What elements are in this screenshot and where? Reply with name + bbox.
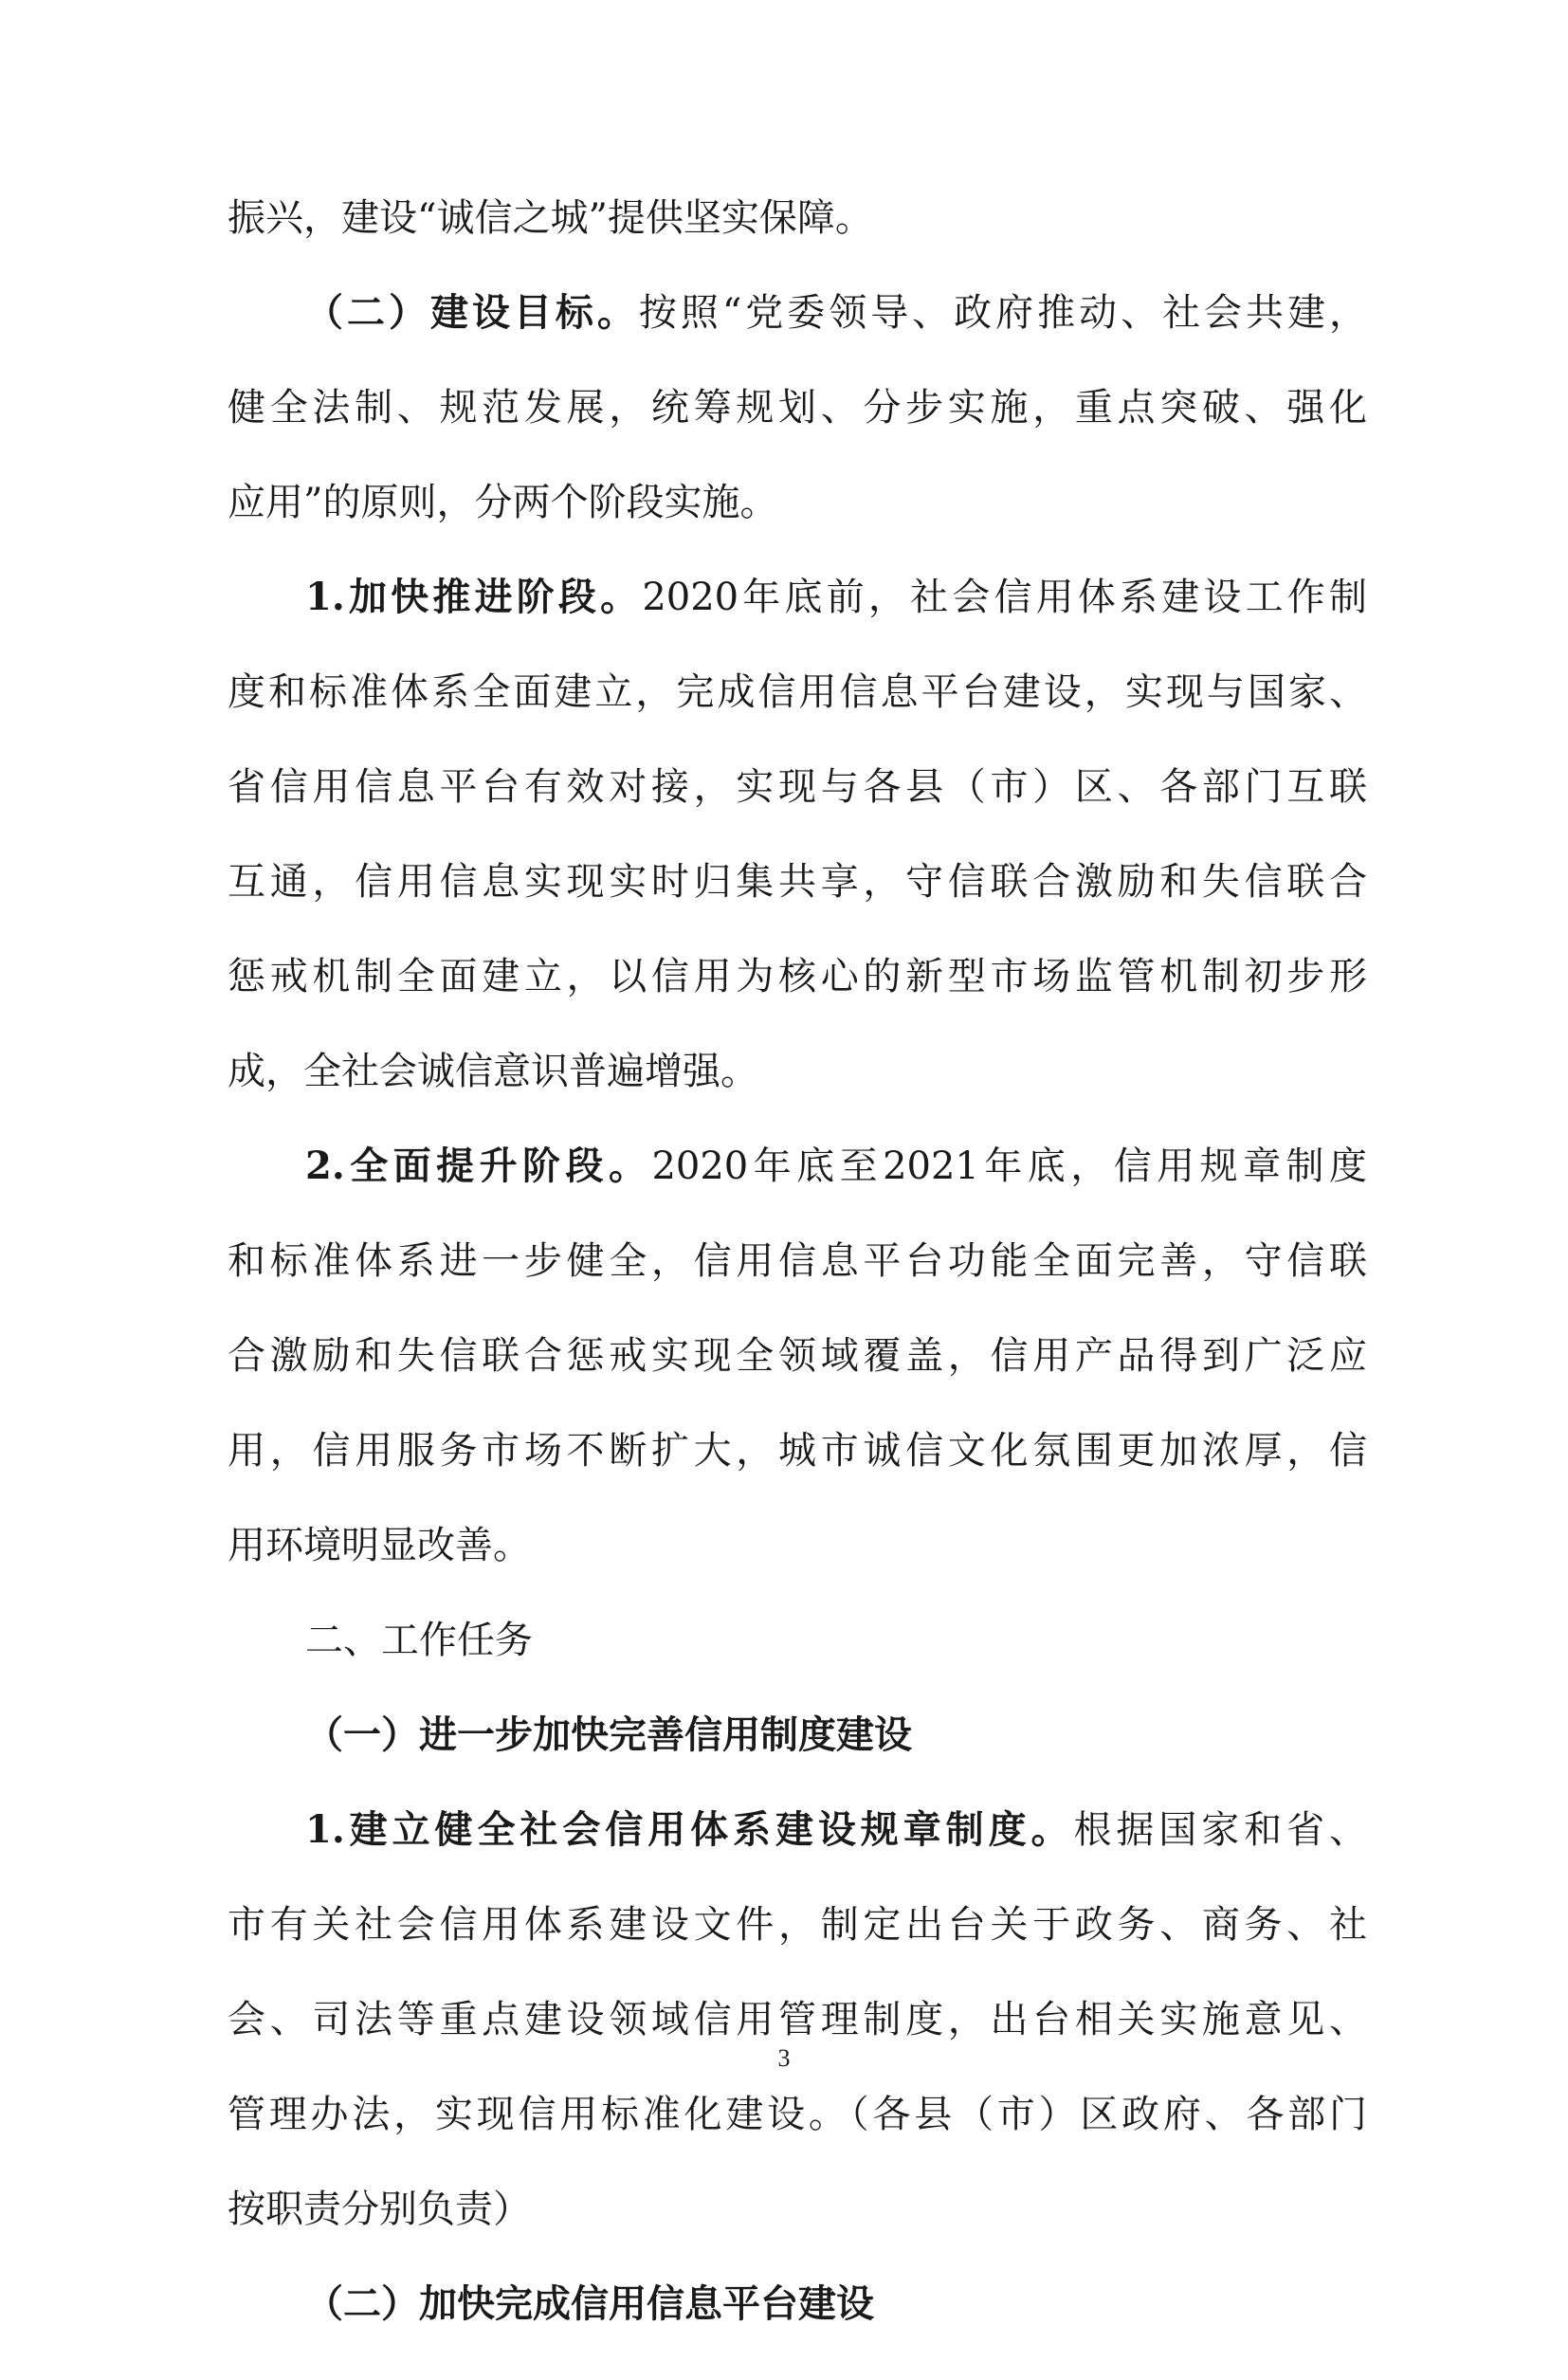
line-text: 2020年底前，社会信用体系建设工作制 xyxy=(642,576,1368,619)
line-text: 按照“党委领导、政府推动、社会共建， xyxy=(638,291,1367,335)
line-text: 市有关社会信用体系建设文件，制定出台关于政务、商务、社 xyxy=(228,1903,1367,1947)
text-line xyxy=(228,1334,1367,1378)
bold-lead: （二）加快完成信用信息平台建设 xyxy=(305,2281,874,2326)
text-line xyxy=(228,2093,1367,2136)
text-line xyxy=(228,481,1367,524)
line-text: 会、司法等重点建设领域信用管理制度，出台相关实施意见、 xyxy=(228,1998,1367,2041)
bold-lead: （一）进一步加快完善信用制度建设 xyxy=(305,1712,912,1757)
page-number: 3 xyxy=(777,2044,791,2072)
text-line xyxy=(228,1807,1367,1852)
text-line xyxy=(228,1239,1367,1283)
bold-lead: 1.建立健全社会信用体系建设规章制度。 xyxy=(305,1807,1074,1852)
text-line xyxy=(228,1998,1367,2041)
text-line xyxy=(228,860,1367,904)
line-text: 振兴，建设“诚信之城”提供坚实保障。 xyxy=(228,196,873,240)
line-text: 惩戒机制全面建立，以信用为核心的新型市场监管机制初步形 xyxy=(228,955,1367,998)
line-text: 和标准体系进一步健全，信用信息平台功能全面完善，守信联 xyxy=(228,1239,1367,1283)
text-line xyxy=(228,2188,1367,2231)
text-line xyxy=(228,386,1367,430)
text-line xyxy=(228,575,1368,619)
line-text: 省信用信息平台有效对接，实现与各县（市）区、各部门互联 xyxy=(228,765,1367,809)
text-line xyxy=(228,1050,1367,1093)
text-line xyxy=(228,1429,1367,1473)
text-line xyxy=(228,670,1367,714)
text-line xyxy=(228,1619,1367,1662)
line-text: 互通，信用信息实现实时归集共享，守信联合激励和失信联合 xyxy=(228,860,1367,904)
line-text: 按职责分别负责） xyxy=(228,2188,531,2231)
line-text: 2020年底至2021年底，信用规章制度 xyxy=(651,1144,1367,1188)
bold-lead: 2.全面提升阶段。 xyxy=(305,1144,652,1188)
line-text: 度和标准体系全面建立，完成信用信息平台建设，实现与国家、 xyxy=(228,670,1367,714)
line-text: 用，信用服务市场不断扩大，城市诚信文化氛围更加浓厚，信 xyxy=(228,1429,1367,1473)
line-text: 健全法制、规范发展，统筹规划、分步实施，重点突破、强化 xyxy=(228,386,1367,430)
line-text: 合激励和失信联合惩戒实现全领域覆盖，信用产品得到广泛应 xyxy=(228,1334,1367,1378)
text-line xyxy=(228,1144,1367,1188)
line-text: 应用”的原则，分两个阶段实施。 xyxy=(228,481,778,524)
text-line xyxy=(228,1712,1367,1757)
text-line xyxy=(228,1524,1367,1567)
text-line xyxy=(228,1903,1367,1947)
bold-lead: （二）建设目标。 xyxy=(305,290,639,335)
text-line xyxy=(228,2281,1367,2326)
text-line xyxy=(228,290,1367,335)
bold-lead: 1.加快推进阶段。 xyxy=(305,575,643,619)
line-text: 管理办法，实现信用标准化建设。（各县（市）区政府、各部门 xyxy=(228,2093,1367,2136)
line-text: 用环境明显改善。 xyxy=(228,1524,531,1567)
line-text: 二、工作任务 xyxy=(305,1619,533,1662)
text-line xyxy=(228,765,1367,809)
line-text: 成，全社会诚信意识普遍增强。 xyxy=(228,1050,758,1093)
text-line xyxy=(228,196,1367,240)
line-text: 根据国家和省、 xyxy=(1073,1808,1367,1852)
text-line xyxy=(228,955,1367,998)
